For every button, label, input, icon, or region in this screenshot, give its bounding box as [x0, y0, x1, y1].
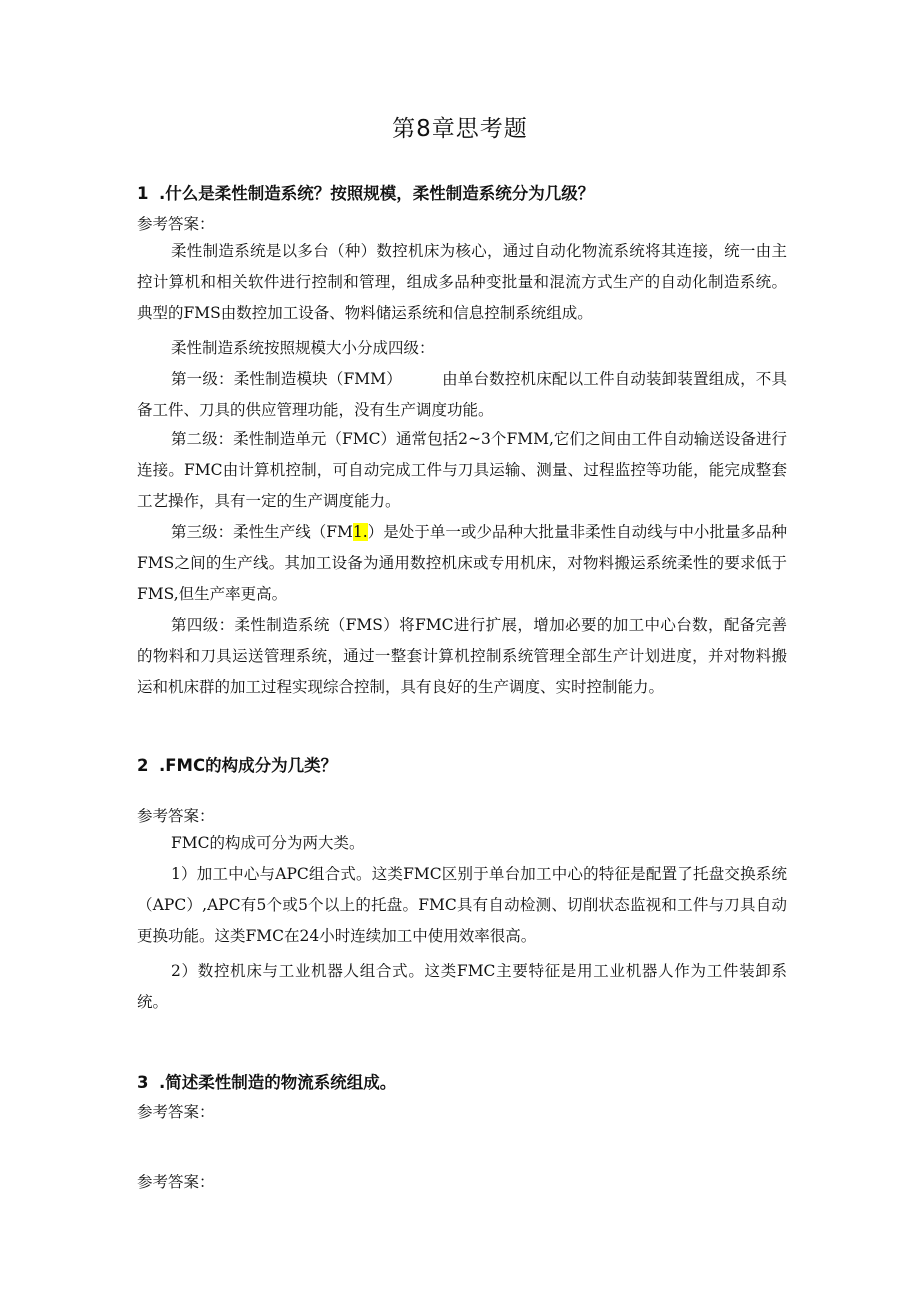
q2-paragraph-1: FMC的构成可分为两大类。 [171, 834, 365, 852]
page-title: 第8章思考题 [392, 116, 528, 142]
q1-level-1 [137, 364, 787, 426]
question-2-text: .FMC的构成分为几类？ [159, 756, 338, 775]
q1-level-3-term: 第三级：柔性生产线（FM [171, 523, 353, 541]
q1-level-1-desc: 由单台数控机床配以工件自动装卸装置组成，不具备工件、刀具的供应管理功能，没有生产调度功能。 [137, 370, 787, 419]
question-2-number: 2 [137, 756, 149, 775]
question-3 [137, 1069, 797, 1093]
q1-paragraph-1: 柔性制造系统是以多台（种）数控机床为核心，通过自动化物流系统将其连接，统一由主控计算机和相关软件进行控制和管理，组成多品种变批量和混流方式生产的自动化制造系统。典型的FMS由数控加工设备、物料储运系统和信息控制系统组成。 [137, 242, 787, 322]
q1-level-4: 第四级：柔性制造系统（FMS）将FMC进行扩展，增加必要的加工中心台数，配备完善的物料和刀具运送管理系统，通过一整套计算机控制系统管理全部生产计划进度，并对物料搬运和机床群的加工过程实现综合控制，具有良好的生产调度、实时控制能力。 [137, 616, 787, 696]
question-3-text: .简述柔性制造的物流系统组成。 [159, 1073, 397, 1092]
answer-label-1: 参考答案： [137, 215, 215, 233]
question-1-text: .什么是柔性制造系统？按照规模，柔性制造系统分为几级？ [159, 184, 595, 203]
question-2 [137, 752, 797, 776]
q2-paragraph-2: 1）加工中心与APC组合式。这类FMC区别于单台加工中心的特征是配置了托盘交换系统（APC）,APC有5个或5个以上的托盘。FMC具有自动检测、切削状态监视和工件与刀具自动更换功能。这类FMC在24小时连续加工中使用效率很高。 [137, 865, 787, 945]
q2-paragraph-3: 2）数控机床与工业机器人组合式。这类FMC主要特征是用工业机器人作为工件装卸系统。 [137, 962, 787, 1011]
q1-level-3-desc: ）是处于单一或少品种大批量非柔性自动线与中小批量多品种FMS之间的生产线。其加工设备为通用数控机床或专用机床，对物料搬运系统柔性的要求低于FMS,但生产率更高。 [137, 523, 787, 603]
answer-label-2: 参考答案： [137, 807, 215, 825]
q1-level-1-term: 第一级：柔性制造模块（FMM） [171, 370, 402, 388]
answer-label-3: 参考答案： [137, 1103, 215, 1121]
question-1 [137, 180, 797, 204]
question-1-number: 1 [137, 184, 149, 203]
answer-label-4: 参考答案： [137, 1173, 215, 1191]
q1-level-2: 第二级：柔性制造单元（FMC）通常包括2~3个FMM,它们之间由工件自动输送设备进行连接。FMC由计算机控制，可自动完成工件与刀具运输、测量、过程监控等功能，能完成整套工艺操作，具有一定的生产调度能力。 [137, 430, 787, 510]
highlighted-text: 1. [352, 523, 368, 541]
q1-level-3 [137, 517, 787, 610]
q1-paragraph-2: 柔性制造系统按照规模大小分成四级： [171, 339, 435, 357]
question-3-number: 3 [137, 1073, 149, 1092]
